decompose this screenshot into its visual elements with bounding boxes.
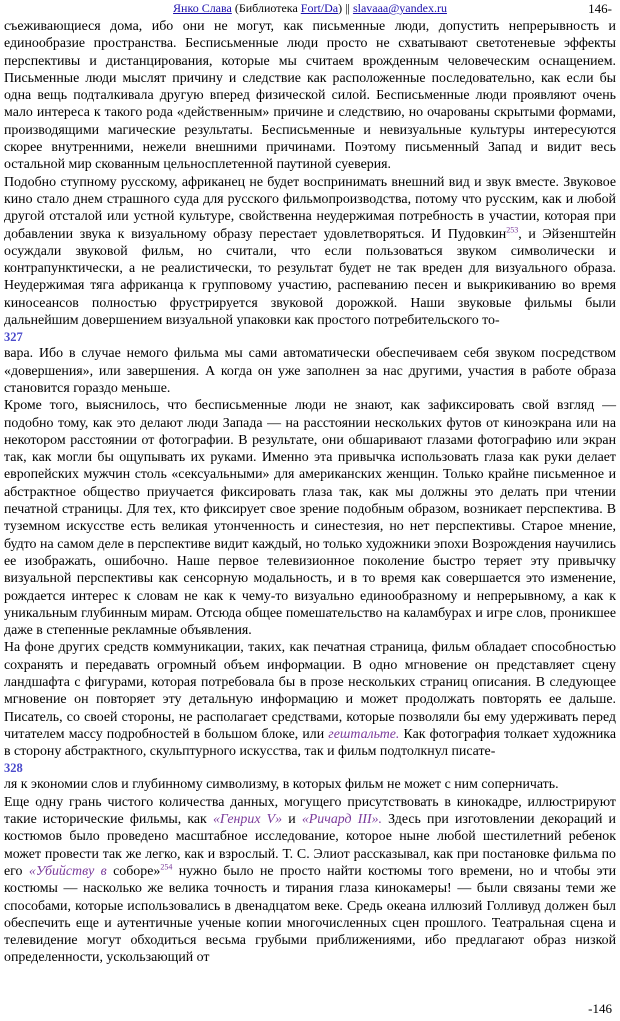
footnote-ref[interactable]: 253 bbox=[506, 224, 519, 234]
paragraph-text: нужно было не просто найти костюмы того времени, но и чтобы эти костюмы — насколько же велика точность и тирания глаза кинокамеры! — были связаны теми же способами, которые использовались в двенадцатом веке. Средь океана иллюзий Голливуд должен был обеспечить еще и аутентичные ученые копии многочисленных сцен прошлого. Театральная сцена и телевидение могут обходиться весьма грубыми приближениями, ибо предлагают образ низкой определенности, ускользающий от bbox=[4, 863, 617, 966]
header-page-number: 146- bbox=[588, 1, 612, 16]
paragraph-text: Как фотография толкает художника в сторону абстрактного, скульптурного искусства, так и фильм подтолкнул писате- bbox=[4, 726, 616, 760]
film-title: «Убийству в bbox=[28, 863, 107, 879]
footnote-ref[interactable]: 254 bbox=[160, 862, 173, 872]
library-suffix: ) || bbox=[338, 1, 353, 15]
paragraph bbox=[4, 639, 616, 760]
paragraph: съеживающиеся дома, ибо они не могут, как письменные люди, допустить непрерывность и единообразие пространства. Бесписьменные люди просто не схватывают светотеневые эффекты перспективы и дистанцирования, которые мы считаем врожденным человеческим оснащением. Письменные люди мыслят причину и следствие как расположенные последовательно, как если бы одна вещь подталкивала другую вперед физической силой. Бесписьменные люди проявляют очень мало интереса к такого рода «действенным» причине и следствию, но очарованы скрытыми формами, производящими магические результаты. Бесписьменные и невизуальные культуры интересуются скорее внутренними, нежели внешними причинами. Поэтому письменный Запад и видит весь остальной мир скованным цельносплетенной паутиной суеверия. bbox=[4, 19, 616, 173]
paragraph-text: На фоне других средств коммуникации, таких, как печатная страница, фильм обладает способностью сохранять и передавать огромный объем информации. В одно мгновение он представляет сцену ландшафта с фигурами, которая потребовала бы в прозе нескольких страниц описания. В следующее мгновение он повторяет эту детальную информацию и может продолжать повторять ее дальше. Писатель, со своей стороны, не располагает средствами, которые позволяли бы ему удерживать перед читателем массу подробностей в большом блоке, или bbox=[4, 640, 616, 742]
page-header bbox=[0, 0, 620, 18]
source-page-marker: 327 bbox=[4, 330, 23, 345]
paragraph: ля к экономии слов и глубинному символизму, в которых фильм не может с ним соперничать. bbox=[4, 777, 559, 793]
footer-page-number: -146 bbox=[588, 1001, 612, 1016]
page-body bbox=[4, 18, 616, 967]
paragraph-text: Подобно ступному русскому, африканец не будет воспринимать внешний вид и звук вместе. Звуковое кино стало днем страшного суда для русского фильмопроизводства, потому что русским, как и любой другой отсталой или устной культуре, свойственна неудержимая потребность в участии, которая при добавлении звука к визуальному образу перестает удовлетворяться. И Пудовкин bbox=[4, 174, 616, 242]
email-link[interactable]: slavaaa@yandex.ru bbox=[352, 1, 447, 15]
paragraph-text: , и Эйзенштейн осуждали звуковой фильм, но считали, что если пользоваться звуком символически и контрапунктически, а не реалистически, то результат будет не так вреден для визуального образа. Неудержимая тяга африканца к групповому участию, распеванию песен и выкрикиванию во время киносеансов полностью фрустрируется звуковой дорожкой. Наши звуковые фильмы были дальнейшим довершением визуальной упаковки как простого потребительского то- bbox=[4, 226, 616, 329]
paragraph-text: Здесь при изготовлении декораций и костюмов было проведено масштабное исследование, которое ныне любой шестилетний ребенок может провести так же легко, как и взрослый. Т. С. Элиот рассказывал, как при постановке фильма по его bbox=[4, 812, 616, 879]
paragraph: вара. Ибо в случае немого фильма мы сами автоматически обеспечиваем себя звуком посредством «довершения», или завершения. А когда он уже заполнен за нас другими, участия в работе образа становится гораздо меньше. bbox=[4, 346, 616, 396]
paragraph-text: и bbox=[282, 812, 302, 828]
paragraph-text: соборе» bbox=[106, 863, 161, 879]
author-link[interactable]: Янко Слава bbox=[173, 1, 232, 15]
source-page-marker: 328 bbox=[4, 761, 23, 776]
paragraph bbox=[4, 794, 616, 967]
library-prefix: (Библиотека bbox=[231, 1, 301, 15]
library-link[interactable]: Fort/Da bbox=[300, 1, 339, 15]
film-title: «Генрих V» bbox=[212, 812, 283, 828]
paragraph bbox=[4, 174, 616, 330]
paragraph: Кроме того, выяснилось, что бесписьменные люди не знают, как зафиксировать свой взгляд — подобно тому, как это делают люди Запада — на расстоянии нескольких футов от киноэкрана или на некотором расстоянии от фотографии. В результате, они обшаривают глазами фотографию или экран так, как могли бы ощупывать их руками. Именно эта привычка использовать глаза как руки делает европейских мужчин столь «сексуальными» для американских женщин. Только крайне письменное и абстрактное общество приучается фиксировать глаза так, как мы должны это делать при чтении печатной страницы. Для тех, кто фиксирует свое зрение подобным образом, возникает перспектива. В туземном искусстве есть великая утонченность и синестезия, но нет перспективы. Старое мнение, будто на самом деле в перспективе видит каждый, но только художники эпохи Возрождения научились ее изображать, ошибочно. Наше первое телевизионное поколение быстро теряет эту привычку визуальной перспективы как сенсорную модальность, и в то время как совершается это изменение, рождается интерес к словам не как к чему-то визуально единообразному и непрерывному, а как к уникальным глубинным мирам. Отсюда общее помешательство на каламбурах и игре слов, проникшее даже в степенные рекламные объявления. bbox=[4, 398, 616, 639]
film-title: «Ричард III». bbox=[301, 812, 383, 828]
italic-term: гештальте. bbox=[328, 726, 400, 742]
paragraph-text: Еще одну грань чистого количества данных, могущего присутствовать в кинокадре, иллюстрируют такие исторические фильмы, как bbox=[4, 794, 616, 828]
